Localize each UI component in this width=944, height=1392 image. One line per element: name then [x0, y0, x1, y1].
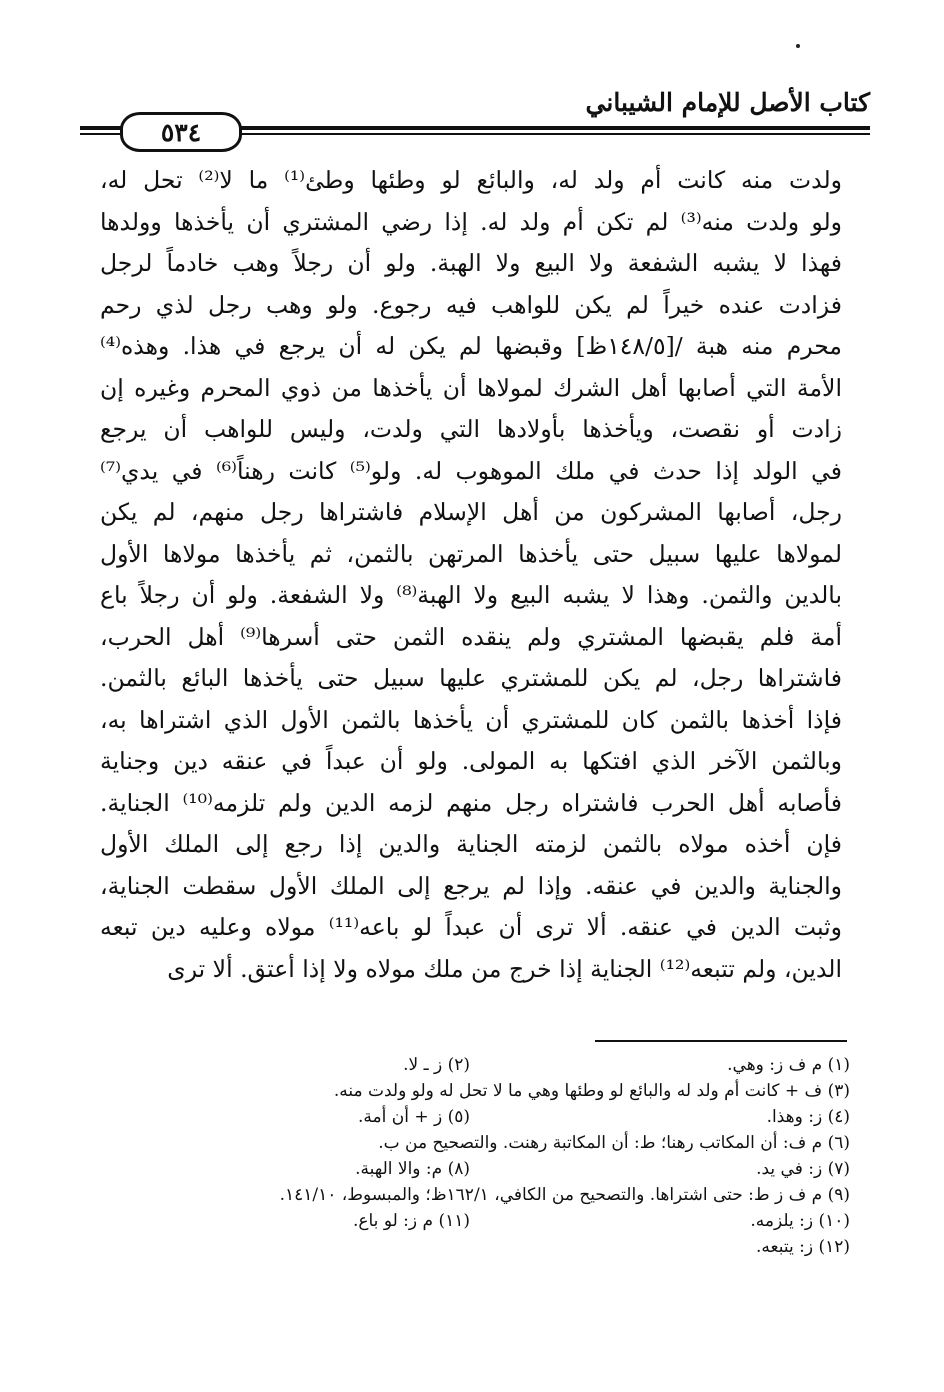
footnote: (٤) ز: وهذا. [766, 1107, 850, 1127]
text-line: فاشتراها رجل، لم يكن للمشتري عليها سبيل حتى يأخذها البائع بالثمن. [100, 664, 842, 692]
text-line: ولدت منه كانت أم ولد له، والبائع لو وطئها وطئ⁽¹⁾ ما لا⁽²⁾ تحل له، [100, 166, 842, 194]
footnote-row [100, 1156, 850, 1182]
footnote: (٩) م ف ز ط: حتى اشتراها. والتصحيح من الكافي، ١٦٢/١ظ؛ والمبسوط، ١٤١/١٠. [279, 1185, 850, 1205]
footnote: (٥) ز + أن أمة. [357, 1107, 470, 1127]
text-line: محرم منه هبة /[١٤٨/٥ظ] وقبضها لم يكن له أن يرجع في هذا. وهذه⁽⁴⁾ [100, 332, 842, 360]
text-line: زادت أو نقصت، ويأخذها بأولادها التي ولدت، وليس للواهب أن يرجع [100, 415, 842, 443]
footnote-row [100, 1182, 850, 1208]
text-line: فهذا لا يشبه الشفعة ولا البيع ولا الهبة. ولو أن رجلاً وهب خادماً لرجل [100, 249, 842, 277]
footnote: (١) م ف ز: وهي. [727, 1055, 850, 1075]
footnote-row [100, 1078, 850, 1104]
footnote: (٧) ز: في يد. [756, 1159, 850, 1179]
text-line: وبالثمن الآخر الذي افتكها به المولى. ولو أن عبداً في عنقه دين وجناية [100, 747, 842, 775]
book-title: كتاب الأصل للإمام الشيباني [585, 88, 870, 117]
page-header [80, 88, 870, 148]
main-text [100, 160, 842, 990]
text-line: فأصابه أهل الحرب فاشتراه رجل منهم لزمه الدين ولم تلزمه⁽¹⁰⁾ الجناية. [100, 788, 842, 817]
footnote-row [100, 1052, 850, 1078]
footnote-row [100, 1234, 850, 1260]
footnote: (٦) م ف: أن المكاتب رهنا؛ ط: أن المكاتبة رهنت. والتصحيح من ب. [378, 1133, 850, 1153]
text-line: فإن أخذه مولاه بالثمن لزمته الجناية والدين إذا رجع إلى الملك الأول [100, 830, 842, 858]
footnote: (١٢) ز: يتبعه. [756, 1237, 850, 1257]
footnote: (١١) م ز: لو باع. [352, 1211, 470, 1231]
text-line: فزادت عنده خيراً لم يكن للواهب فيه رجوع. ولو وهب رجل لذي رحم [100, 290, 842, 319]
text-line: فإذا أخذها بالثمن كان للمشتري أن يأخذها بالثمن الأول الذي اشتراها به، [100, 705, 842, 734]
text-line: بالدين والثمن. وهذا لا يشبه البيع ولا الهبة⁽⁸⁾ ولا الشفعة. ولو أن رجلاً باع [100, 581, 842, 609]
text-line: رجل، أصابها المشركون من أهل الإسلام فاشتراها رجل منهم، لم يكن [100, 498, 842, 526]
footnote-row [100, 1130, 850, 1156]
page-speck [796, 44, 800, 48]
text-line: أمة فلم يقبضها المشتري ولم ينقده الثمن حتى أسرها⁽⁹⁾ أهل الحرب، [100, 622, 842, 651]
page-number: ٥٣٤ [120, 112, 242, 152]
text-line: في الولد إذا حدث في ملك الموهوب له. ولو⁽⁵⁾ كانت رهناً⁽⁶⁾ في يدي⁽⁷⁾ [100, 456, 842, 485]
footnote: (٢) ز ـ لا. [403, 1055, 470, 1075]
text-line: الدين، ولم تتبعه⁽¹²⁾ الجناية إذا خرج من ملك مولاه ولا إذا أعتق. ألا ترى [167, 954, 842, 983]
footnote-row [100, 1208, 850, 1234]
text-line: لمولاها عليها سبيل حتى يأخذها المرتهن بالثمن، ثم يأخذها مولاها الأول [100, 539, 842, 568]
footnotes [100, 1052, 850, 1260]
footnote: (١٠) ز: يلزمه. [750, 1211, 850, 1231]
text-line: والجناية والدين في عنقه. وإذا لم يرجع إلى الملك الأول سقطت الجناية، [100, 871, 842, 900]
footnote-separator [595, 1040, 847, 1042]
text-line: وثبت الدين في عنقه. ألا ترى أن عبداً لو باعه⁽¹¹⁾ مولاه وعليه دين تبعه [100, 913, 842, 941]
footnote: (٣) ف + كانت أم ولد له والبائع لو وطئها وهي ما لا تحل له ولو ولدت منه. [333, 1081, 850, 1101]
text-line: الأمة التي أصابها أهل الشرك لمولاها أن يأخذها من ذوي المحرم وغيره إن [100, 373, 842, 402]
text-line: ولو ولدت منه⁽³⁾ لم تكن أم ولد له. إذا رضي المشتري أن يأخذها وولدها [100, 207, 842, 236]
footnote-row [100, 1104, 850, 1130]
footnote: (٨) م: والا الهبة. [355, 1159, 470, 1179]
